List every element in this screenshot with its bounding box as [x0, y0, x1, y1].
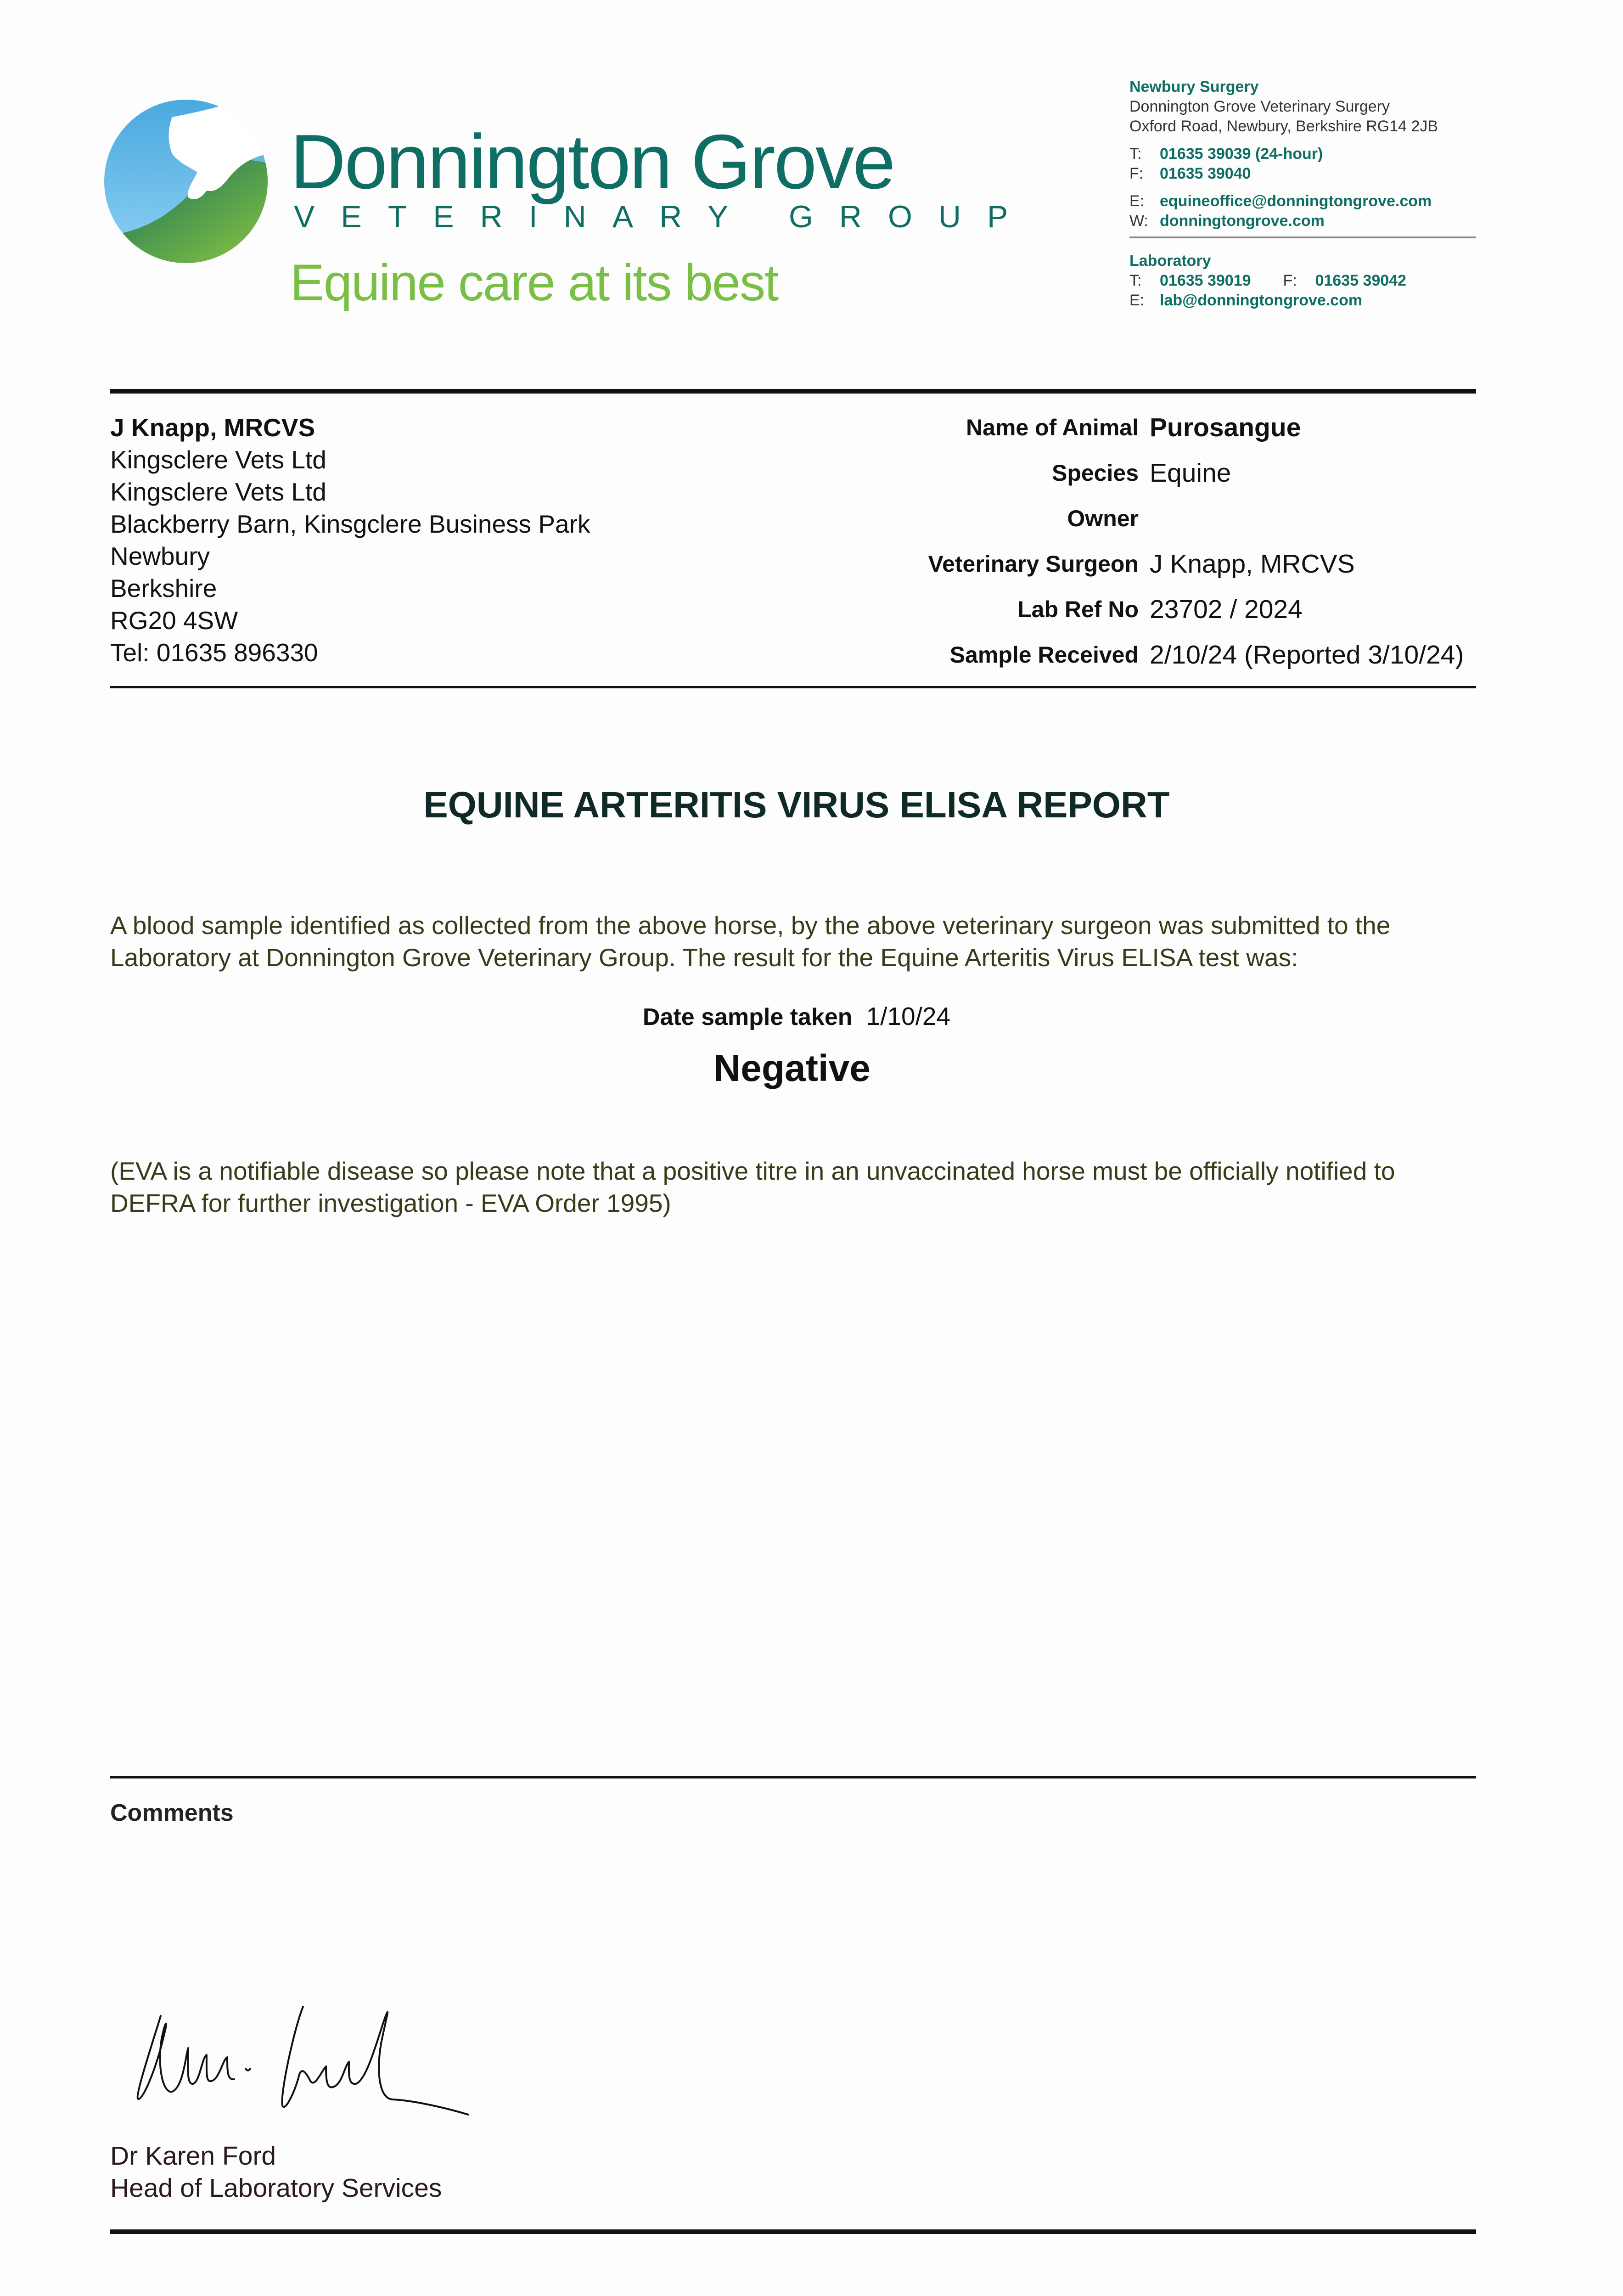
brand-tagline: Equine care at its best	[290, 254, 778, 311]
brand-name: Donnington Grove	[290, 118, 894, 205]
address-line: RG20 4SW	[110, 606, 238, 635]
email-label: E:	[1129, 292, 1145, 309]
brand-subtitle: VETERINARY GROUP	[294, 199, 1034, 234]
detail-label: Name of Animal	[966, 415, 1139, 440]
report-note: (EVA is a notifiable disease so please note that a positive titre in an unvaccinated horse must be officially notified to DEFRA for further investigation - EVA Order 1995)	[110, 1157, 1395, 1217]
detail-row-species	[689, 458, 1478, 503]
report-title: EQUINE ARTERITIS VIRUS ELISA REPORT	[423, 784, 1170, 825]
animal-details	[689, 412, 1478, 685]
date-sample-taken	[0, 1002, 1593, 1031]
surgery-email: equineoffice@donningtongrove.com	[1160, 192, 1432, 210]
header-divider	[110, 389, 1476, 394]
fax-label: F:	[1129, 165, 1144, 182]
details-divider	[110, 686, 1476, 688]
address-line: Tel: 01635 896330	[110, 638, 318, 667]
surgery-heading: Newbury Surgery	[1129, 78, 1259, 96]
address-line: Blackberry Barn, Kinsgclere Business Park	[110, 510, 590, 538]
date-label: Date sample taken	[642, 1004, 853, 1030]
detail-row-lab-ref	[689, 594, 1478, 640]
detail-value: Purosangue	[1150, 413, 1301, 442]
recipient-name: J Knapp, MRCVS	[110, 413, 315, 442]
surgery-fax: 01635 39040	[1160, 165, 1251, 182]
signatory-name: Dr Karen Ford	[110, 2141, 276, 2171]
detail-row-owner	[689, 503, 1478, 549]
address-line: Kingsclere Vets Ltd	[110, 478, 326, 506]
tel-label: T:	[1129, 272, 1142, 289]
address-line: Newbury	[110, 542, 210, 570]
email-label: E:	[1129, 192, 1145, 210]
test-result: Negative	[713, 1047, 870, 1089]
recipient-address	[110, 411, 590, 669]
fax-label: F:	[1283, 272, 1297, 289]
surgery-address-line: Donnington Grove Veterinary Surgery	[1129, 98, 1390, 115]
laboratory-email: lab@donningtongrove.com	[1160, 292, 1363, 309]
detail-value: Equine	[1150, 458, 1231, 488]
detail-value: 2/10/24 (Reported 3/10/24)	[1150, 640, 1464, 670]
date-value: 1/10/24	[866, 1002, 951, 1030]
surgery-website: donningtongrove.com	[1160, 212, 1325, 230]
tel-label: T:	[1129, 145, 1142, 163]
detail-label: Sample Received	[949, 642, 1139, 668]
laboratory-fax: 01635 39042	[1315, 272, 1407, 289]
detail-label: Veterinary Surgeon	[928, 551, 1139, 577]
laboratory-heading: Laboratory	[1129, 252, 1211, 270]
report-intro: A blood sample identified as collected from the above horse, by the above veterinary surgeon was submitted to the Laboratory at Donnington Grove Veterinary Group. The result for the Equine Arteritis Virus ELISA test was:	[110, 911, 1391, 972]
detail-label: Owner	[1067, 506, 1139, 531]
detail-row-animal-name	[689, 412, 1478, 458]
web-label: W:	[1129, 212, 1148, 230]
detail-row-vet-surgeon	[689, 549, 1478, 594]
address-line: Kingsclere Vets Ltd	[110, 445, 326, 474]
detail-label: Species	[1051, 460, 1139, 486]
surgery-contact-block	[1129, 77, 1478, 231]
signatory-title: Head of Laboratory Services	[110, 2173, 442, 2203]
laboratory-phone: 01635 39019	[1160, 272, 1251, 289]
contact-divider	[1129, 236, 1476, 238]
laboratory-contact-block	[1129, 251, 1478, 310]
address-line: Berkshire	[110, 574, 217, 602]
detail-value: J Knapp, MRCVS	[1150, 549, 1355, 579]
footer-divider	[110, 2229, 1476, 2234]
horse-head-logo-icon	[103, 99, 269, 264]
surgery-address-line: Oxford Road, Newbury, Berkshire RG14 2JB	[1129, 118, 1438, 135]
comments-divider	[110, 1776, 1476, 1778]
signatory	[110, 2140, 442, 2204]
comments-label: Comments	[110, 1800, 234, 1826]
detail-row-sample-received	[689, 640, 1478, 685]
surgery-phone: 01635 39039 (24-hour)	[1160, 145, 1323, 163]
detail-value: 23702 / 2024	[1150, 595, 1303, 624]
detail-label: Lab Ref No	[1017, 597, 1139, 622]
signature-image	[129, 2002, 477, 2126]
